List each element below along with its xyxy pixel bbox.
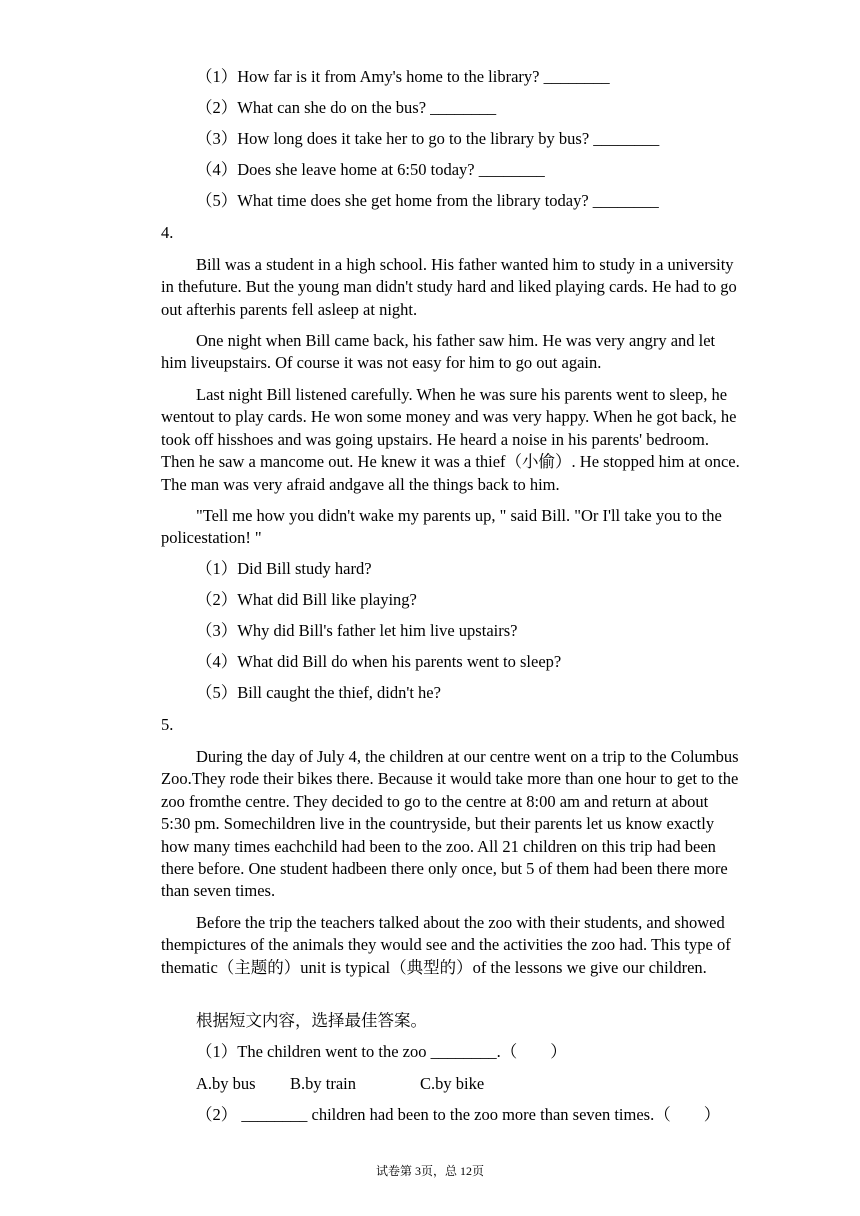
option-c: C.by bike xyxy=(420,1074,485,1093)
sec3-question-5: （5）What time does she get home from the library today? ________ xyxy=(196,191,659,210)
sec3-question-4: （4）Does she leave home at 6:50 today? ________ xyxy=(196,160,545,179)
sec5-question-1: （1）The children went to the zoo ________.（ ） xyxy=(196,1042,567,1061)
sec5-instruction: 根据短文内容，选择最佳答案。 xyxy=(196,1011,427,1030)
sec4-question-5: （5）Bill caught the thief, didn't he? xyxy=(196,683,441,702)
sec4-question-2: （2）What did Bill like playing? xyxy=(196,590,417,609)
sec4-paragraph-1: Bill was a student in a high school. His father wanted him to study in a university in thefuture. But the young man didn't study hard and liked playing cards. He had to go out afterhis parents fell asleep at night. xyxy=(161,255,737,319)
sec3-question-1: （1）How far is it from Amy's home to the library? ________ xyxy=(196,67,610,86)
sec4-number: 4. xyxy=(161,223,174,242)
sec5-paragraph-2: Before the trip the teachers talked about the zoo with their students, and showed thempictures of the animals they would see and the activities the zoo had. This type of thematic（主题的）unit is typical（典型的）of the lessons we give our children. xyxy=(161,913,731,977)
sec4-paragraph-4: "Tell me how you didn't wake my parents up, " said Bill. "Or I'll take you to the policestation! " xyxy=(161,506,722,548)
sec4-question-4: （4）What did Bill do when his parents went to sleep? xyxy=(196,652,562,671)
sec5-question-2: （2） ________ children had been to the zoo more than seven times.（ ） xyxy=(196,1105,721,1124)
page-footer: 试卷第 3页，总 12页 xyxy=(375,1164,484,1178)
option-a: A.by bus xyxy=(196,1074,256,1093)
sec4-question-3: （3）Why did Bill's father let him live upstairs? xyxy=(196,621,518,640)
sec4-paragraph-2: One night when Bill came back, his father saw him. He was very angry and let him liveupstairs. Of course it was not easy for him to go out again. xyxy=(161,331,716,373)
sec3-question-3: （3）How long does it take her to go to the library by bus? ________ xyxy=(196,129,660,148)
sec3-question-2: （2）What can she do on the bus? ________ xyxy=(196,98,497,117)
sec5-paragraph-1: During the day of July 4, the children at our centre went on a trip to the Columbus Zoo.They rode their bikes there. Because it would take more than one hour to get to the zoo fromthe centre. They decided to go to the centre at 8:00 am and return at about 5:30 pm. Somechildren live in the countryside, but their parents let us know exactly how many times eachchild had been to the zoo. All 21 children on this trip had been there before. One student hadbeen there only once, but 5 of them had been there more than seven times. xyxy=(161,747,739,901)
sec4-paragraph-3: Last night Bill listened carefully. When he was sure his parents went to sleep, he wentout to play cards. He won some money and was very happy. When he got back, he took off hisshoes and was going upstairs. He heard a noise in his parents' bedroom. Then he saw a mancome out. He knew it was a thief（小偷）. He stopped him at once. The man was very afraid andgave all the things back to him. xyxy=(161,385,740,494)
option-b: B.by train xyxy=(290,1074,356,1093)
sec5-number: 5. xyxy=(161,715,174,734)
sec4-question-1: （1）Did Bill study hard? xyxy=(196,559,372,578)
